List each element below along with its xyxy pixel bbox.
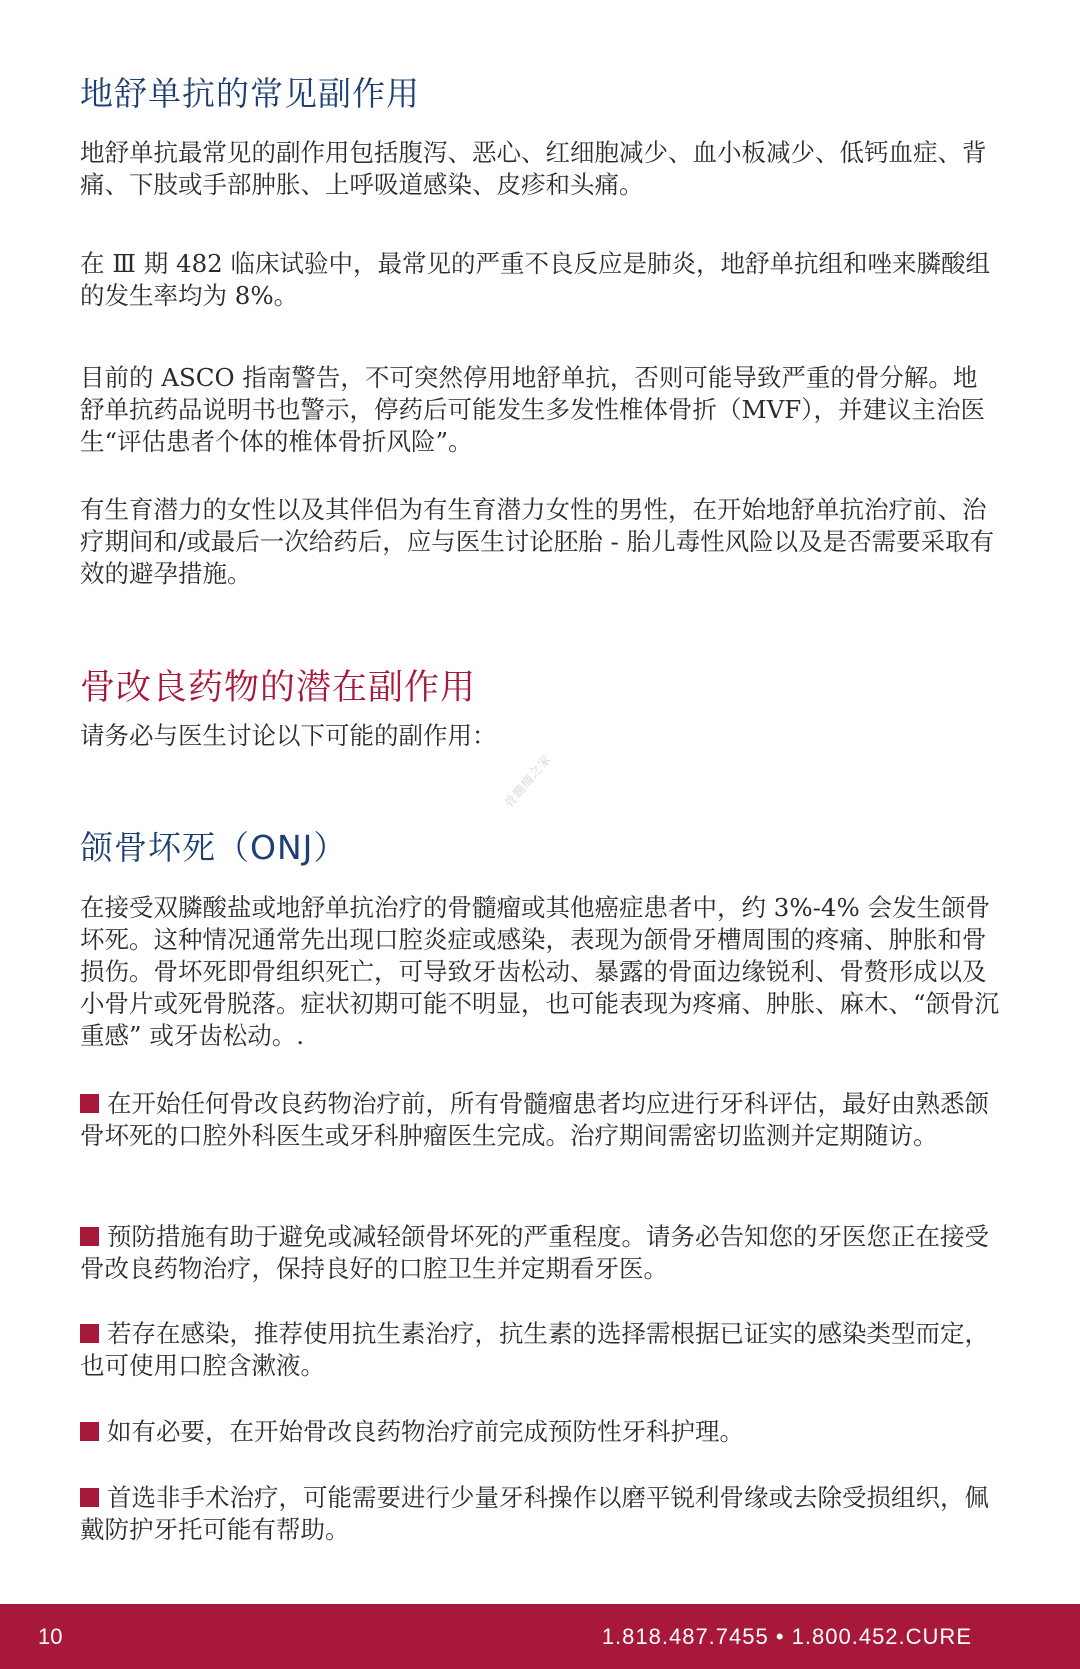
square-bullet-icon bbox=[80, 1094, 99, 1113]
square-bullet-icon bbox=[80, 1324, 99, 1343]
bullet-item bbox=[80, 1416, 1000, 1448]
section-title-bone-modifying-agents: 骨改良药物的潜在副作用 bbox=[80, 668, 477, 708]
paragraph-onj-description: 在接受双膦酸盐或地舒单抗治疗的骨髓瘤或其他癌症患者中，约 3%-4% 会发生颌骨坏死。这种情况通常先出现口腔炎症或感染，表现为颌骨牙槽周围的疼痛、肿胀和骨损伤。骨坏死即骨组织死亡，可导致牙齿松动、暴露的骨面边缘锐利、骨赘形成以及小骨片或死骨脱落。症状初期可能不明显，也可能表现为疼痛、肿胀、麻木、“颌骨沉重感” 或牙齿松动。. bbox=[80, 893, 1000, 1050]
bullet-text: 如有必要，在开始骨改良药物治疗前完成预防性牙科护理。 bbox=[107, 1417, 744, 1446]
bullet-item bbox=[80, 1221, 1000, 1285]
watermark: 骨髓瘤之家 bbox=[501, 751, 555, 811]
bullet-item bbox=[80, 1088, 1000, 1152]
section-title-denosumab-side-effects: 地舒单抗的常见副作用 bbox=[80, 74, 420, 113]
footer-bar bbox=[0, 1604, 1080, 1669]
paragraph-discuss-side-effects: 请务必与医生讨论以下可能的副作用： bbox=[80, 721, 497, 750]
bullet-item bbox=[80, 1318, 1000, 1382]
paragraph-fertility: 有生育潜力的女性以及其伴侣为有生育潜力女性的男性，在开始地舒单抗治疗前、治疗期间和/或最后一次给药后，应与医生讨论胚胎 - 胎儿毒性风险以及是否需要采取有效的避孕措施。 bbox=[80, 495, 995, 588]
bullet-text: 首选非手术治疗，可能需要进行少量牙科操作以磨平锐利骨缘或去除受损组织，佩戴防护牙托可能有帮助。 bbox=[80, 1483, 989, 1544]
paragraph-asco-guideline: 目前的 ASCO 指南警告，不可突然停用地舒单抗，否则可能导致严重的骨分解。地舒单抗药品说明书也警示，停药后可能发生多发性椎体骨折（MVF），并建议主治医生“评估患者个体的椎体骨折风险”。 bbox=[80, 363, 986, 456]
bullet-text: 在开始任何骨改良药物治疗前，所有骨髓瘤患者均应进行牙科评估，最好由熟悉颌骨坏死的口腔外科医生或牙科肿瘤医生完成。治疗期间需密切监测并定期随访。 bbox=[80, 1089, 989, 1150]
section-title-onj: 颌骨坏死（ONJ） bbox=[80, 828, 348, 867]
bullet-item bbox=[80, 1482, 1000, 1546]
paragraph-common-side-effects: 地舒单抗最常见的副作用包括腹泻、恶心、红细胞减少、血小板减少、低钙血症、背痛、下肢或手部肿胀、上呼吸道感染、皮疹和头痛。 bbox=[80, 138, 987, 199]
bullet-text: 预防措施有助于避免或减轻颌骨坏死的严重程度。请务必告知您的牙医您正在接受骨改良药物治疗，保持良好的口腔卫生并定期看牙医。 bbox=[80, 1222, 989, 1283]
bullet-text: 若存在感染，推荐使用抗生素治疗，抗生素的选择需根据已证实的感染类型而定，也可使用口腔含漱液。 bbox=[80, 1319, 989, 1380]
phone-numbers: 1.818.487.7455 • 1.800.452.CURE bbox=[601, 1624, 972, 1649]
page-number: 10 bbox=[38, 1624, 63, 1649]
square-bullet-icon bbox=[80, 1488, 99, 1507]
square-bullet-icon bbox=[80, 1422, 99, 1441]
square-bullet-icon bbox=[80, 1227, 99, 1246]
paragraph-phase3-trial: 在 Ⅲ 期 482 临床试验中，最常见的严重不良反应是肺炎，地舒单抗组和唑来膦酸组的发生率均为 8%。 bbox=[80, 249, 991, 310]
